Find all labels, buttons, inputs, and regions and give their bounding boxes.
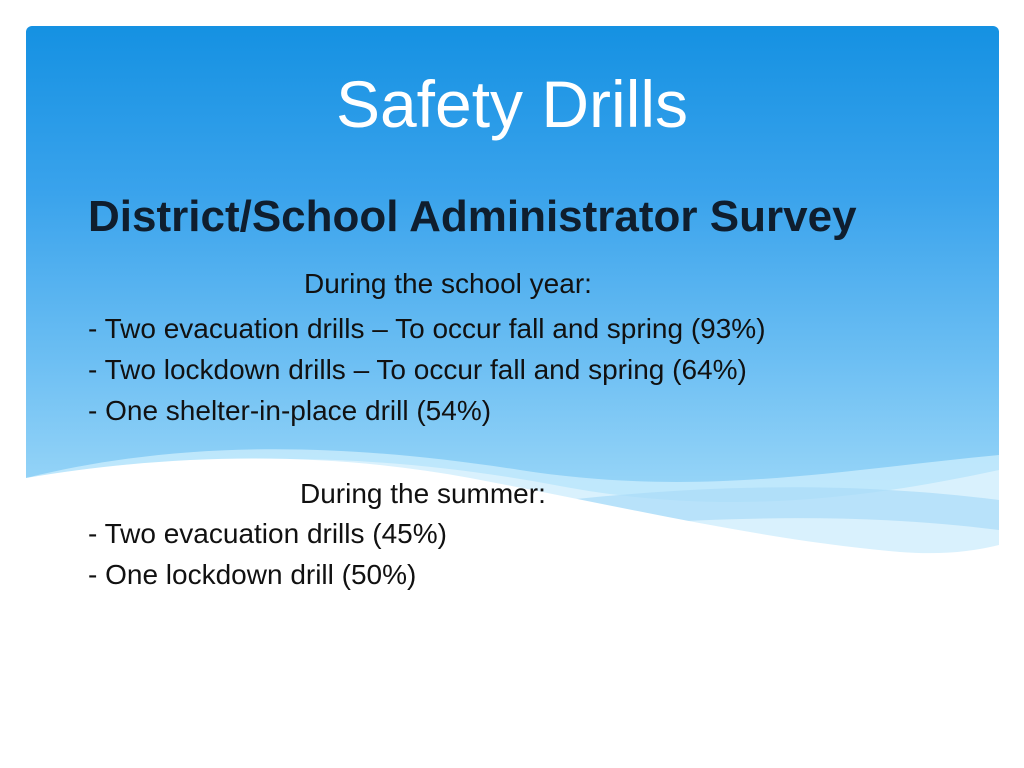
summer-item: - Two evacuation drills (45%) — [88, 518, 447, 549]
summer-heading: During the summer: — [300, 478, 546, 509]
school-year-heading: During the school year: — [304, 268, 592, 299]
school-year-item: - One shelter-in-place drill (54%) — [88, 395, 492, 426]
summer-item: - One lockdown drill (50%) — [88, 559, 417, 590]
slide-title: Safety Drills — [335, 67, 689, 141]
school-year-item: - Two lockdown drills – To occur fall and spring (64%) — [88, 354, 747, 385]
slide-subtitle: District/School Administrator Survey — [88, 192, 857, 241]
school-year-item: - Two evacuation drills – To occur fall and spring (93%) — [88, 313, 766, 344]
